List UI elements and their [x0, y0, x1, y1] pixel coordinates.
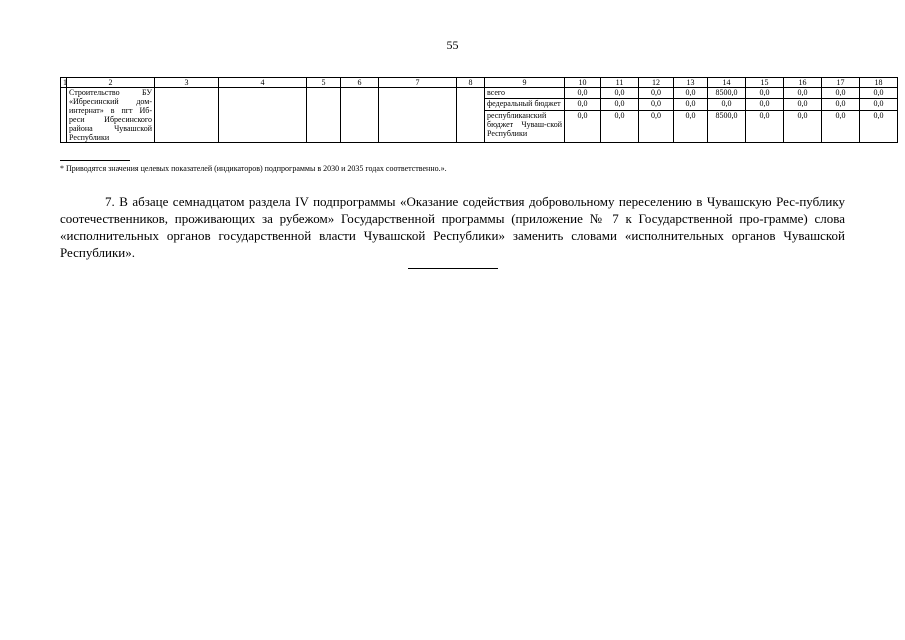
column-header: 7 — [379, 78, 457, 88]
column-header: 14 — [708, 78, 746, 88]
column-header: 1 — [61, 78, 67, 88]
value-cell: 0,0 — [639, 99, 674, 110]
column-header: 15 — [746, 78, 784, 88]
column-header: 6 — [341, 78, 379, 88]
value-cell: 0,0 — [601, 88, 639, 99]
value-cell: 0,0 — [860, 88, 898, 99]
column-header: 8 — [457, 78, 485, 88]
value-cell: 0,0 — [746, 88, 784, 99]
value-cell: 0,0 — [822, 88, 860, 99]
value-cell: 0,0 — [639, 110, 674, 142]
value-cell: 8500,0 — [708, 88, 746, 99]
value-cell: 0,0 — [601, 99, 639, 110]
value-cell: 0,0 — [565, 110, 601, 142]
value-cell: 0,0 — [860, 110, 898, 142]
column-header: 16 — [784, 78, 822, 88]
value-cell: 0,0 — [601, 110, 639, 142]
funding-source-cell: республиканский бюджет Чуваш-ской Республики — [485, 110, 565, 142]
value-cell: 0,0 — [784, 88, 822, 99]
value-cell: 8500,0 — [708, 110, 746, 142]
value-cell: 0,0 — [708, 99, 746, 110]
value-cell: 0,0 — [639, 88, 674, 99]
page-number: 55 — [446, 38, 459, 52]
table-cell — [307, 88, 341, 143]
value-cell: 0,0 — [784, 99, 822, 110]
column-header: 4 — [219, 78, 307, 88]
funding-source-cell: всего — [485, 88, 565, 99]
footnote-divider — [60, 160, 130, 161]
column-header: 17 — [822, 78, 860, 88]
column-header: 12 — [639, 78, 674, 88]
value-cell: 0,0 — [674, 88, 708, 99]
value-cell: 0,0 — [784, 110, 822, 142]
column-header: 9 — [485, 78, 565, 88]
column-header: 5 — [307, 78, 341, 88]
table-cell — [457, 88, 485, 143]
table-cell — [341, 88, 379, 143]
object-name-cell: Строительство БУ «Ибресинский дом-интернат» в пгт Иб-реси Ибресинского района Чувашской Республики — [67, 88, 155, 143]
funding-table — [60, 77, 898, 143]
table-cell — [379, 88, 457, 143]
column-header: 13 — [674, 78, 708, 88]
value-cell: 0,0 — [822, 99, 860, 110]
end-divider — [408, 268, 498, 269]
value-cell: 0,0 — [674, 110, 708, 142]
table-header-row — [61, 78, 898, 88]
column-header: 18 — [860, 78, 898, 88]
value-cell: 0,0 — [746, 110, 784, 142]
table-row — [61, 88, 898, 99]
footnote: * Приводятся значения целевых показателей (индикаторов) подпрограммы в 2030 и 2035 годах соответственно.». — [60, 164, 447, 173]
column-header: 11 — [601, 78, 639, 88]
value-cell: 0,0 — [674, 99, 708, 110]
value-cell: 0,0 — [860, 99, 898, 110]
column-header: 2 — [67, 78, 155, 88]
value-cell: 0,0 — [565, 99, 601, 110]
column-header: 3 — [155, 78, 219, 88]
column-header: 10 — [565, 78, 601, 88]
value-cell: 0,0 — [822, 110, 860, 142]
value-cell: 0,0 — [565, 88, 601, 99]
table-cell — [219, 88, 307, 143]
amendment-paragraph: 7. В абзаце семнадцатом раздела IV подпрограммы «Оказание содействия добровольному переселению в Чувашскую Рес-публику соотечественников, проживающих за рубежом» Государственной программы (приложение № 7 к Государственной про-грамме) слова «исполнительных органов государственной власти Чувашской Республики» заменить словами «исполнительных органов Чувашской Республики». — [60, 194, 845, 260]
table-cell — [155, 88, 219, 143]
funding-source-cell: федеральный бюджет — [485, 99, 565, 110]
value-cell: 0,0 — [746, 99, 784, 110]
